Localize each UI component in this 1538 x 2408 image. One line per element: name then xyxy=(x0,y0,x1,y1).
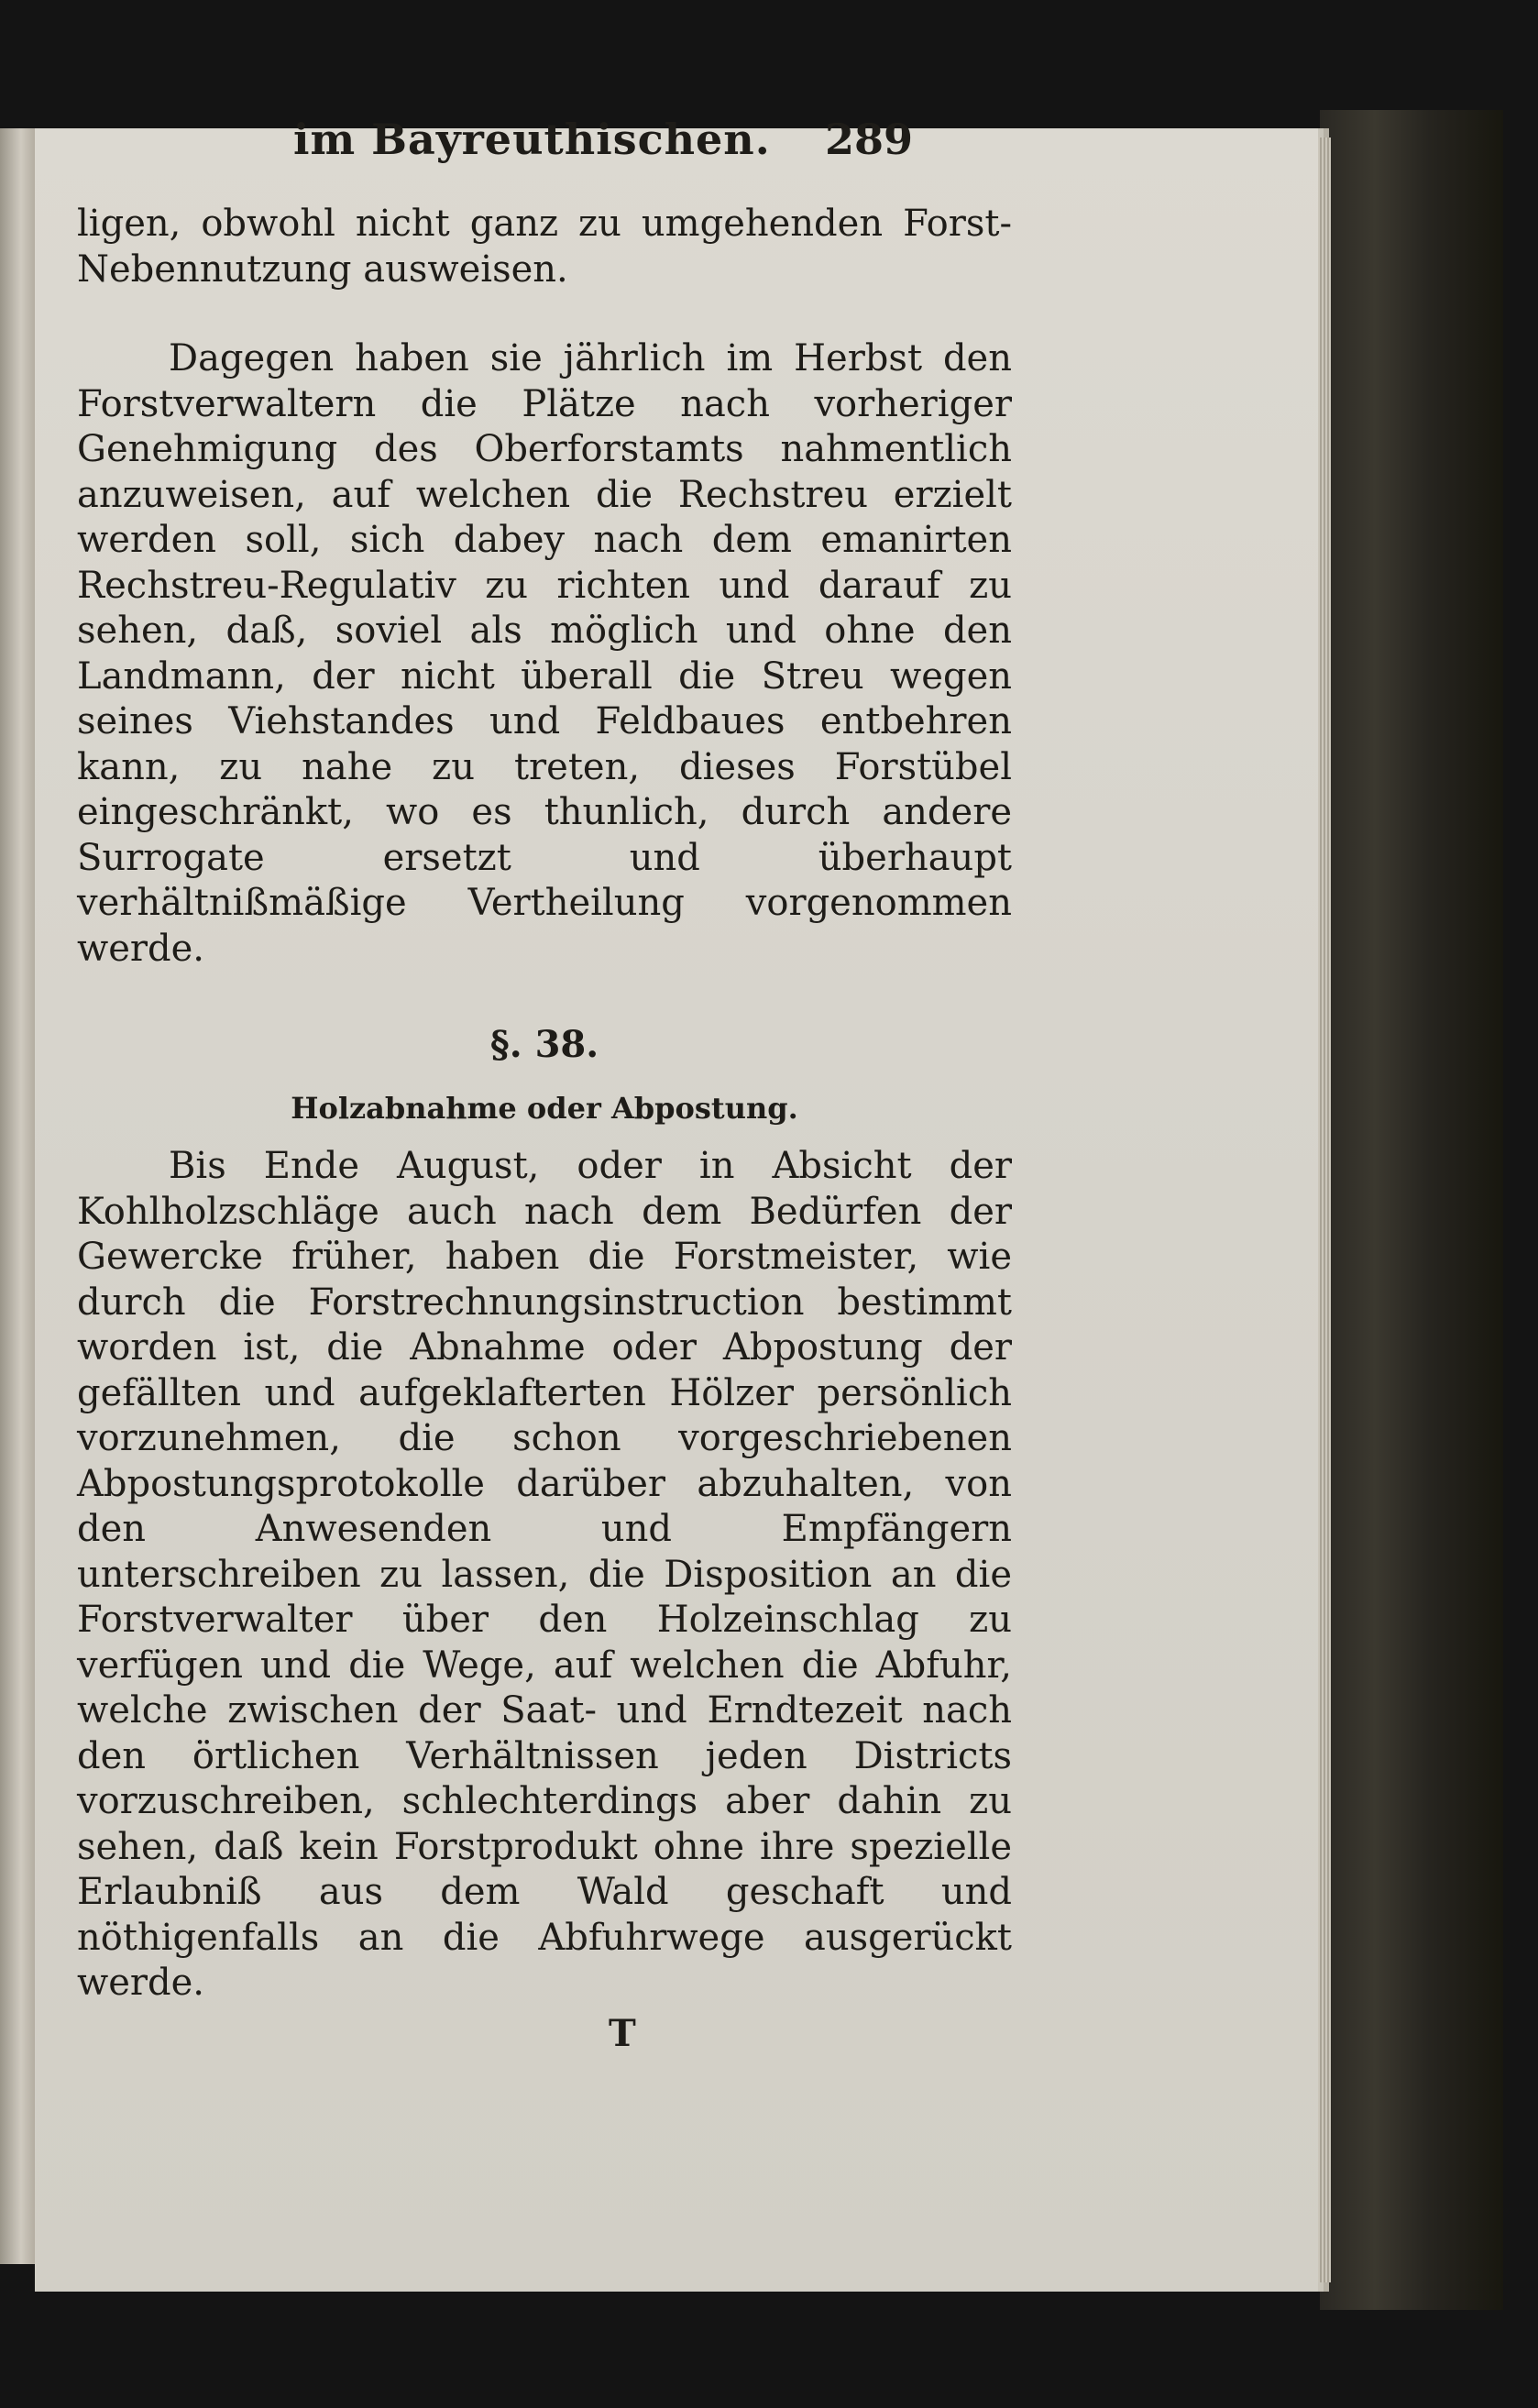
paragraph-holzabnahme: Bis Ende August, oder in Absicht der Kohlholzschläge auch nach dem Bedürfen der Gewercke früher, haben die Forstmeister, wie durch die Forstrechnungsinstruction bestimmt worden ist, die Abnahme oder Abpostung der gefällten und aufgeklafterten Hölzer persönlich vorzunehmen, die schon vorgeschriebenen Abpostungsprotokolle darüber abzuhalten, von den Anwesenden und Empfängern unterschreiben zu lassen, die Disposition an die Forstverwalter über den Holzeinschlag zu verfügen und die Wege, auf welchen die Abfuhr, welche zwischen der Saat- und Erndtezeit nach den örtlichen Verhältnissen jeden Districts vorzuschreiben, schlechterdings aber dahin zu sehen, daß kein Forstprodukt ohne ihre spezielle Erlaubniß aus dem Wald geschaft und nöthigenfalls an die Abfuhrwege ausgerückt werde. xyxy=(77,1145,1012,2004)
continuation-paragraph: ligen, obwohl nicht ganz zu umgehenden Forst-Nebennutzung ausweisen. xyxy=(77,203,1012,291)
paragraph-rechstreu: Dagegen haben sie jährlich im Herbst den Forstverwaltern die Plätze nach vorheriger Genehmigung des Oberforstamts nahmentlich anzuweisen, auf welchen die Rechstreu erzielt werden soll, sich dabey nach dem emanirten Rechstreu-Regulativ zu richten und darauf zu sehen, daß, soviel als möglich und ohne den Landmann, der nicht überall die Streu wegen seines Viehstandes und Feldbaues entbehren kann, zu nahe zu treten, dieses Forstübel eingeschränkt, wo es thunlich, durch andere Surrogate ersetzt und überhaupt verhältnißmäßige Vertheilung vorgenommen werde. xyxy=(77,337,1012,970)
section-number: §. 38. xyxy=(489,1023,599,1066)
page-text xyxy=(77,202,1012,2055)
running-title: im Bayreuthischen. xyxy=(293,115,771,164)
page-stack-edge xyxy=(1318,137,1331,2282)
catchword: T xyxy=(609,2011,636,2055)
page-number: 289 xyxy=(825,115,914,164)
book-cover-edge xyxy=(1320,110,1503,2310)
section-title: Holzabnahme oder Abpostung. xyxy=(291,1091,798,1126)
previous-page-edge xyxy=(0,128,35,2264)
